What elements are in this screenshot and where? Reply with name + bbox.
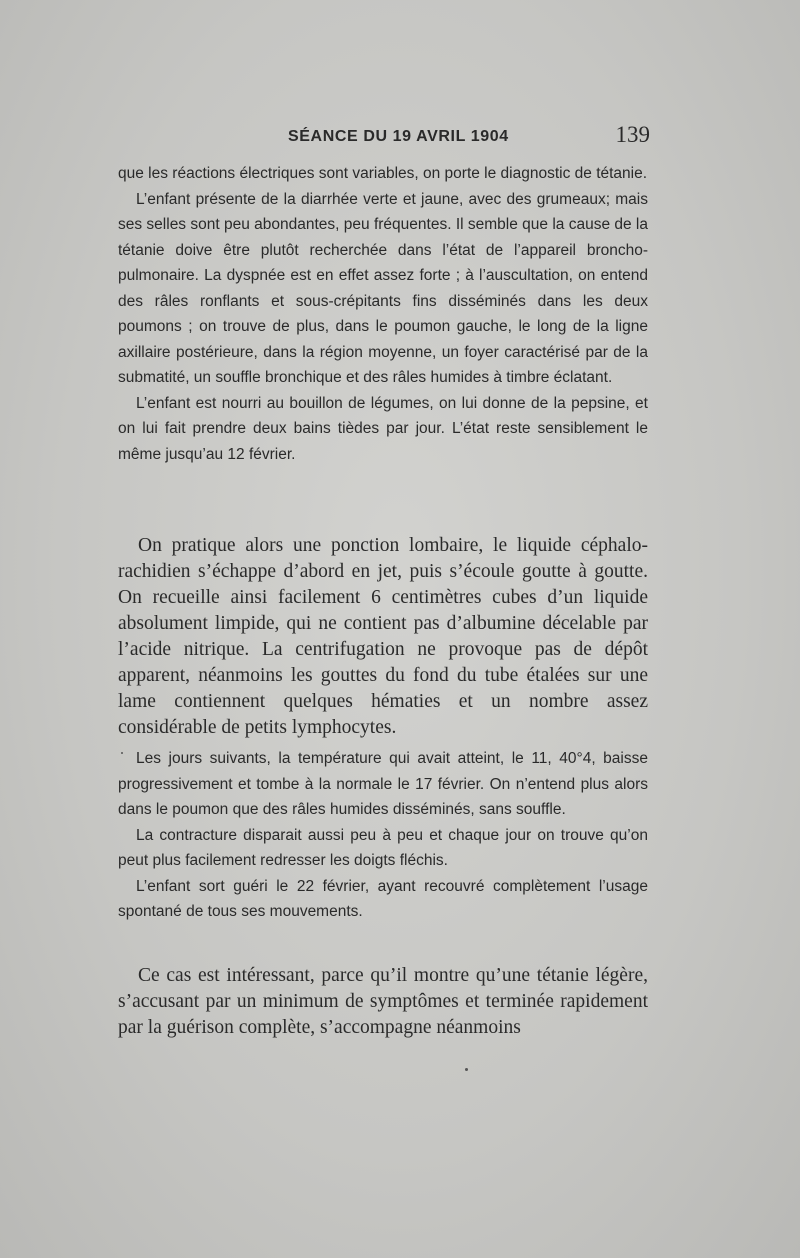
- paragraph: Les jours suivants, la température qui avait atteint, le 11, 40°4, baisse progressivement et tombe à la normale le 17 février. On n’entend plus alors dans le poumon que des râles humides disséminés, sans souffle.: [118, 750, 648, 818]
- page-number: 139: [615, 122, 650, 147]
- paragraph: On pratique alors une ponction lombaire, le liquide céphalo-rachidien s’échappe d’abord en jet, puis s’écoule goutte à goutte. On recueille ainsi facilement 6 centimètres cubes d’un liquide absolument limpide, qui ne contient pas d’albumine décelable par l’acide nitrique. La centrifugation ne provoque pas de dépôt apparent, néanmoins les gouttes du fond du tube étalées sur une lame contiennent quelques hématies et un nombre assez considérable de petits lymphocytes.: [118, 535, 648, 738]
- paragraph: L’enfant présente de la diarrhée verte et jaune, avec des grumeaux; mais ses selles sont peu abondantes, peu fréquentes. Il semble que la cause de la tétanie doive être plutôt recherchée dans l’état de l’appareil broncho-pulmonaire. La dyspnée est en effet assez forte ; à l’auscultation, on entend des râles ronflants et sous-crépitants fins disséminés dans les deux poumons ; on trouve de plus, dans le poumon gauche, le long de la ligne axillaire postérieure, dans la région moyenne, un foyer caractérisé par de la submatité, un souffle bronchique et des râles humides à timbre éclatant.: [118, 190, 648, 386]
- clinical-observation-block: [118, 161, 648, 467]
- paragraph: que les réactions électriques sont variables, on porte le diagnostic de tétanie.: [118, 165, 648, 182]
- paragraph: La contracture disparait aussi peu à peu et chaque jour on trouve qu’on peut plus facilement redresser les doigts fléchis.: [118, 826, 648, 869]
- paper-speck: [465, 1068, 468, 1071]
- follow-up-block: [118, 746, 648, 925]
- page-header: [118, 122, 650, 152]
- paragraph: L’enfant sort guéri le 22 février, ayant recouvré complètement l’usage spontané de tous ses mouvements.: [118, 877, 648, 920]
- paper-speck: [121, 752, 123, 754]
- paragraph: Ce cas est intéressant, parce qu’il montre qu’une tétanie légère, s’accusant par un minimum de symptômes et terminée rapidement par la guérison complète, s’accompagne néanmoins: [118, 965, 648, 1038]
- running-head: SÉANCE DU 19 AVRIL 1904: [288, 128, 509, 145]
- paragraph: L’enfant est nourri au bouillon de légumes, on lui donne de la pepsine, et on lui fait prendre deux bains tièdes par jour. L’état reste sensiblement le même jusqu’au 12 février.: [118, 394, 648, 463]
- lumbar-puncture-block: [118, 533, 648, 741]
- discussion-block: [118, 963, 648, 1041]
